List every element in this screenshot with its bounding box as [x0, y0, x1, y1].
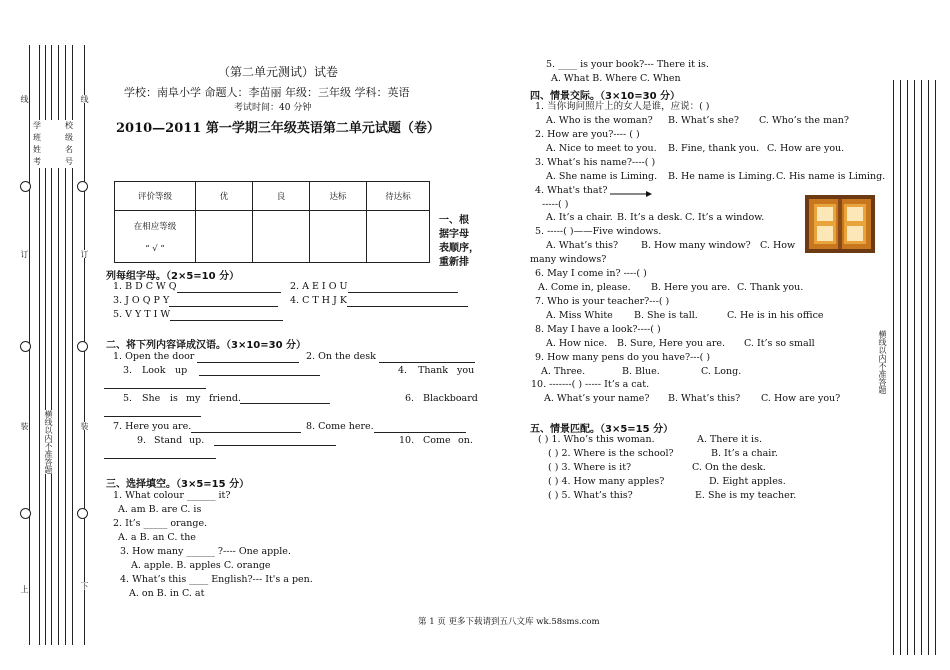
match-question[interactable]: ( ) 3. Where is it? — [548, 462, 632, 473]
section-title: 四、情景交际。（3×10=30 分） — [530, 91, 681, 102]
option: C. How are you? — [761, 393, 841, 404]
margin-label: 线 — [20, 95, 29, 103]
school-info: 学校：南阜小学 命题人：李苗丽 年级：三年级 学科：英语 — [124, 86, 410, 99]
option: A. She name is Liming. — [546, 171, 658, 182]
options: A. apple. B. apples C. orange — [131, 560, 271, 571]
options: A. a B. an C. the — [118, 532, 196, 543]
margin-label: 装 — [80, 422, 89, 430]
question: 10. -------( ) ----- It’s a cat. — [531, 379, 650, 390]
window-picture — [805, 195, 875, 253]
match-answer: B. It’s a chair. — [711, 448, 778, 459]
option: A. Come in, please. — [538, 282, 631, 293]
option: B. Here you are. — [651, 282, 731, 293]
grade-row-label: 在相应等级 “ √ ” — [115, 211, 196, 263]
section-title: 二、将下列内容译成汉语。（3×10=30 分） — [106, 340, 307, 351]
option: C. Long. — [701, 366, 742, 377]
option: C. How are you. — [767, 143, 845, 154]
option: C. How — [760, 240, 796, 251]
answer-blank[interactable] — [104, 448, 216, 459]
question: 7. Who is your teacher?---( ) — [535, 296, 670, 307]
section-title: 五、情景匹配。（3×5=15 分） — [530, 424, 674, 435]
option: B. It’s a desk. — [617, 212, 683, 223]
answer-blank[interactable] — [177, 282, 281, 293]
option: A. What’s this? — [546, 240, 619, 251]
binding-hole — [77, 181, 88, 192]
match-answer: C. On the desk. — [692, 462, 766, 473]
option: B. What’s she? — [668, 115, 740, 126]
match-question[interactable]: ( ) 2. Where is the school? — [548, 448, 674, 459]
no-answer-notice: 横线以内不准答题 — [44, 410, 53, 474]
option: A. Nice to meet to you. — [546, 143, 657, 154]
page-title: 2010—2011 第一学期三年级英语第二单元试题（卷） — [116, 121, 440, 136]
grade-cell[interactable] — [367, 211, 430, 263]
margin-label: 订 — [20, 250, 29, 258]
answer-blank[interactable] — [170, 310, 283, 321]
option: B. Fine, thank you. — [668, 143, 760, 154]
answer-blank[interactable] — [374, 422, 466, 433]
margin-label: 装 — [20, 422, 29, 430]
option: C. Who’s the man? — [759, 115, 849, 126]
binding-hole — [20, 181, 31, 192]
question: 4. What’s this ____ English?--- It's a pen. — [120, 574, 313, 585]
match-answer: D. Eight apples. — [709, 476, 786, 487]
binding-hole — [20, 341, 31, 352]
option: A. Miss White — [546, 310, 613, 321]
no-answer-notice: 横线以内不准答题 — [878, 330, 887, 394]
question: 9. How many pens do you have?---( ) — [535, 352, 711, 363]
margin-label: 线 — [80, 95, 89, 103]
section-title: 三、选择填空。（3×5=15 分） — [106, 479, 250, 490]
match-answer: E. She is my teacher. — [695, 490, 797, 501]
match-question[interactable]: ( ) 1. Who’s this woman. — [538, 434, 655, 445]
answer-blank[interactable] — [240, 393, 330, 404]
section-title: 列每组字母。（2×5=10 分） — [106, 271, 240, 282]
question: 2. How are you?---- ( ) — [535, 129, 640, 140]
option: A. Three. — [541, 366, 586, 377]
question: 2. It’s _____ orange. — [113, 518, 208, 529]
page-footer: 第 1 页 更多下载请到五八文库 wk.58sms.com — [418, 617, 600, 627]
answer-blank[interactable] — [214, 435, 336, 446]
arrow-icon — [610, 190, 652, 198]
options: A. What B. Where C. When — [551, 73, 681, 84]
option: many windows? — [530, 254, 607, 265]
question: 1. What colour ______ it? — [113, 490, 231, 501]
answer-blank[interactable] — [379, 352, 475, 363]
match-answer: A. There it is. — [697, 434, 762, 445]
grade-cell[interactable] — [310, 211, 367, 263]
option: B. How many window? — [641, 240, 751, 251]
option: C. His name is Liming. — [776, 171, 886, 182]
answer-blank[interactable] — [347, 296, 468, 307]
margin-label: 订 — [80, 250, 89, 258]
grade-header: 评价等级 — [115, 182, 196, 211]
options: A. on B. in C. at — [129, 588, 205, 599]
answer-paren[interactable]: -----( ) — [542, 199, 569, 210]
grade-table — [114, 181, 430, 263]
question: 6. May I come in? ----( ) — [535, 268, 647, 279]
question: 5. ____ is your book?--- There it is. — [546, 59, 709, 70]
option: A. How nice. — [546, 338, 608, 349]
grade-header: 优 — [196, 182, 253, 211]
question: 5. -----( )——Five windows. — [535, 226, 662, 237]
option: A. It’s a chair. — [546, 212, 613, 223]
grade-cell[interactable] — [196, 211, 253, 263]
answer-blank[interactable] — [197, 352, 299, 363]
match-question[interactable]: ( ) 5. What’s this? — [548, 490, 633, 501]
binding-hole — [77, 508, 88, 519]
question: 3. What’s his name?----( ) — [535, 157, 656, 168]
student-info: 学 校 班 级 姓 名 考 号 — [33, 121, 73, 166]
margin-label: 下 — [80, 582, 89, 590]
option: C. He is in his office — [727, 310, 824, 321]
question: 1. 当你询问照片上的女人是谁，应说：( ) — [535, 101, 710, 112]
binding-hole — [77, 341, 88, 352]
grade-header: 达标 — [310, 182, 367, 211]
option: C. It’s a window. — [685, 212, 765, 223]
question: 3. How many ______ ?---- One apple. — [120, 546, 291, 557]
option: C. It’s so small — [744, 338, 815, 349]
answer-blank[interactable] — [199, 365, 320, 376]
option: B. He name is Liming. — [668, 171, 775, 182]
option: B. She is tall. — [634, 310, 698, 321]
option: C. Thank you. — [737, 282, 804, 293]
answer-blank[interactable] — [348, 282, 458, 293]
test-title: （第二单元测试）试卷 — [218, 65, 339, 79]
option: B. What’s this? — [668, 393, 741, 404]
question: 4. What's that? — [535, 185, 608, 196]
margin-label: 上 — [20, 585, 29, 593]
binding-hole — [20, 508, 31, 519]
question: 8. May I have a look?----( ) — [535, 324, 661, 335]
option: B. Sure, Here you are. — [617, 338, 726, 349]
grade-cell[interactable] — [253, 211, 310, 263]
answer-blank[interactable] — [104, 378, 206, 389]
option: B. Blue. — [622, 366, 660, 377]
exam-time: 考试时间：40 分钟 — [234, 103, 312, 113]
answer-blank[interactable] — [104, 406, 201, 417]
option: A. What’s your name? — [544, 393, 650, 404]
option: A. Who is the woman? — [546, 115, 653, 126]
grade-header: 良 — [253, 182, 310, 211]
answer-blank[interactable] — [169, 296, 278, 307]
match-question[interactable]: ( ) 4. How many apples? — [548, 476, 665, 487]
options: A. am B. are C. is — [118, 504, 202, 515]
answer-blank[interactable] — [191, 422, 301, 433]
grade-header: 待达标 — [367, 182, 430, 211]
